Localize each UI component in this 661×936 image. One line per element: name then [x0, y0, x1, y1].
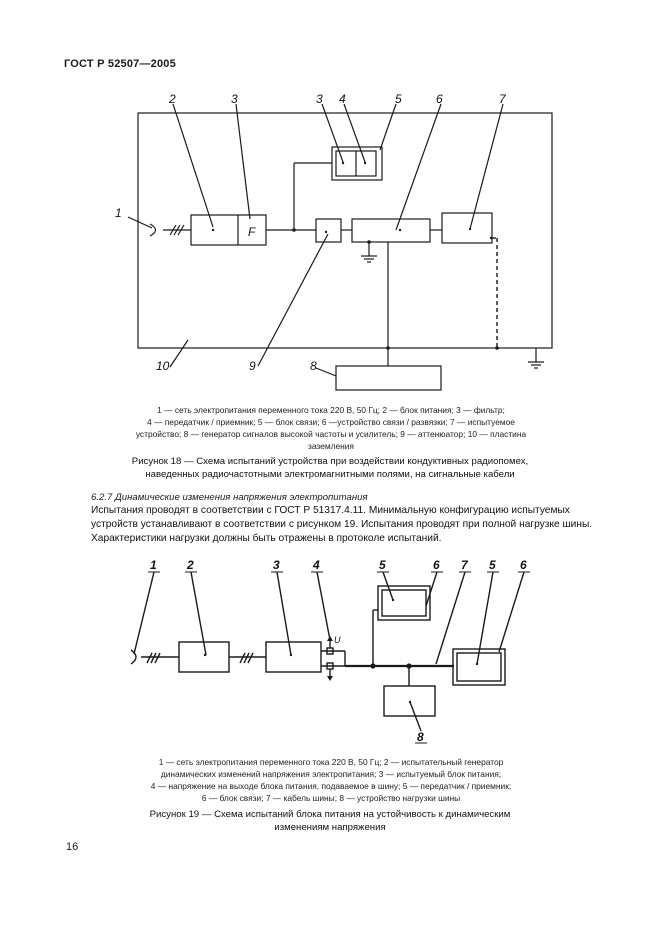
fig19-caption-line: изменениям напряжения: [274, 822, 386, 833]
attenuator-block: [316, 219, 341, 242]
fig19-label-1: 1: [150, 558, 157, 572]
comm-unit-right-inner: [457, 653, 501, 681]
standard-header: ГОСТ Р 52507—2005: [64, 58, 176, 70]
fig18-legend-line: 1 — сеть электропитания переменного тока 220 В, 50 Гц; 2 — блок питания; 3 — фильтр;: [157, 405, 505, 415]
fig19-legend-line: 6 — блок связи; 7 — кабель шины; 8 — устройство нагрузки шины: [201, 793, 461, 803]
fig19-label-5b: 5: [489, 558, 496, 572]
fig18-label-4: 4: [339, 92, 346, 106]
fig18-label-9: 9: [249, 359, 256, 373]
psu-under-test-block: [266, 642, 321, 672]
fig18-label-1: 1: [115, 206, 122, 220]
section-title: 6.2.7 Динамические изменения напряжения электропитания: [91, 492, 368, 503]
fig18-caption-line: наведенных радиочастотными электромагнитными полями, на сигнальные кабели: [145, 469, 515, 480]
fig18-label-5: 5: [395, 92, 402, 106]
fig19-label-5a: 5: [379, 558, 386, 572]
fig18-label-3a: 3: [231, 92, 238, 106]
fig18-legend-line: заземления: [308, 441, 354, 451]
fig18-filter-label: F: [248, 225, 256, 239]
fig19-voltage-label: U: [334, 635, 341, 645]
figure-19-caption: [80, 808, 580, 834]
fig19-legend-line: 1 — сеть электропитания переменного тока 220 В, 50 Гц; 2 — испытательный генератор: [158, 757, 504, 767]
figure-18-caption: [80, 455, 580, 481]
paragraph-line: Испытания проводят в соответствии с ГОСТ Р 51317.4.11. Минимальную конфигурацию испытуемых: [91, 505, 570, 516]
fig18-label-6: 6: [436, 92, 443, 106]
rf-generator-block: [336, 366, 441, 390]
fig18-legend-line: 4 — передатчик / приемник; 5 — блок связи; 6 —устройство связи / развязки; 7 — испытуемое: [147, 417, 515, 427]
fig19-label-2: 2: [187, 558, 194, 572]
fig19-label-6b: 6: [520, 558, 527, 572]
device-under-test-block: [442, 213, 492, 243]
fig19-label-3: 3: [273, 558, 280, 572]
coupling-device-block: [352, 219, 430, 242]
fig18-label-8: 8: [310, 359, 317, 373]
figure-18-legend: [98, 404, 564, 452]
fig19-label-4: 4: [313, 558, 320, 572]
page-number: 16: [66, 841, 79, 853]
fig19-legend-line: 4 — напряжение на выходе блока питания, подаваемое в шину; 5 — передатчик / приемник;: [150, 781, 512, 791]
comm-unit-upper-inner: [382, 590, 426, 616]
fig19-label-7: 7: [461, 558, 468, 572]
figure-19-legend: [98, 756, 564, 804]
fig18-label-7: 7: [499, 92, 506, 106]
paragraph-line: Характеристики нагрузки должны быть отражены в протоколе испытаний.: [91, 533, 442, 544]
figure-18-diagram: [0, 0, 661, 400]
fig19-label-8: 8: [417, 730, 424, 744]
fig18-label-3b: 3: [316, 92, 323, 106]
fig18-legend-line: устройство; 8 — генератор сигналов высокой частоты и усилитель; 9 — аттенюатор; 10 — пластина: [135, 429, 527, 439]
section-paragraph: [91, 504, 611, 546]
fig19-legend-line: динамических изменений напряжения электропитания; 3 — испытуемый блок питания;: [160, 769, 502, 779]
paragraph-line: устройств устанавливают в соответствии с рисунком 19. Испытания проводят при полной нагрузке шины.: [91, 519, 593, 530]
comm-unit-upper-outer: [378, 586, 430, 620]
fig19-caption-line: Рисунок 19 — Схема испытаний блока питания на устойчивость к динамическим: [149, 809, 511, 820]
fig18-caption-line: Рисунок 18 — Схема испытаний устройства при воздействии кондуктивных радиопомех,: [131, 456, 529, 467]
figure-19-diagram: [0, 550, 661, 750]
fig19-label-6a: 6: [433, 558, 440, 572]
fig18-label-2: 2: [169, 92, 176, 106]
fig18-label-10: 10: [156, 359, 170, 373]
